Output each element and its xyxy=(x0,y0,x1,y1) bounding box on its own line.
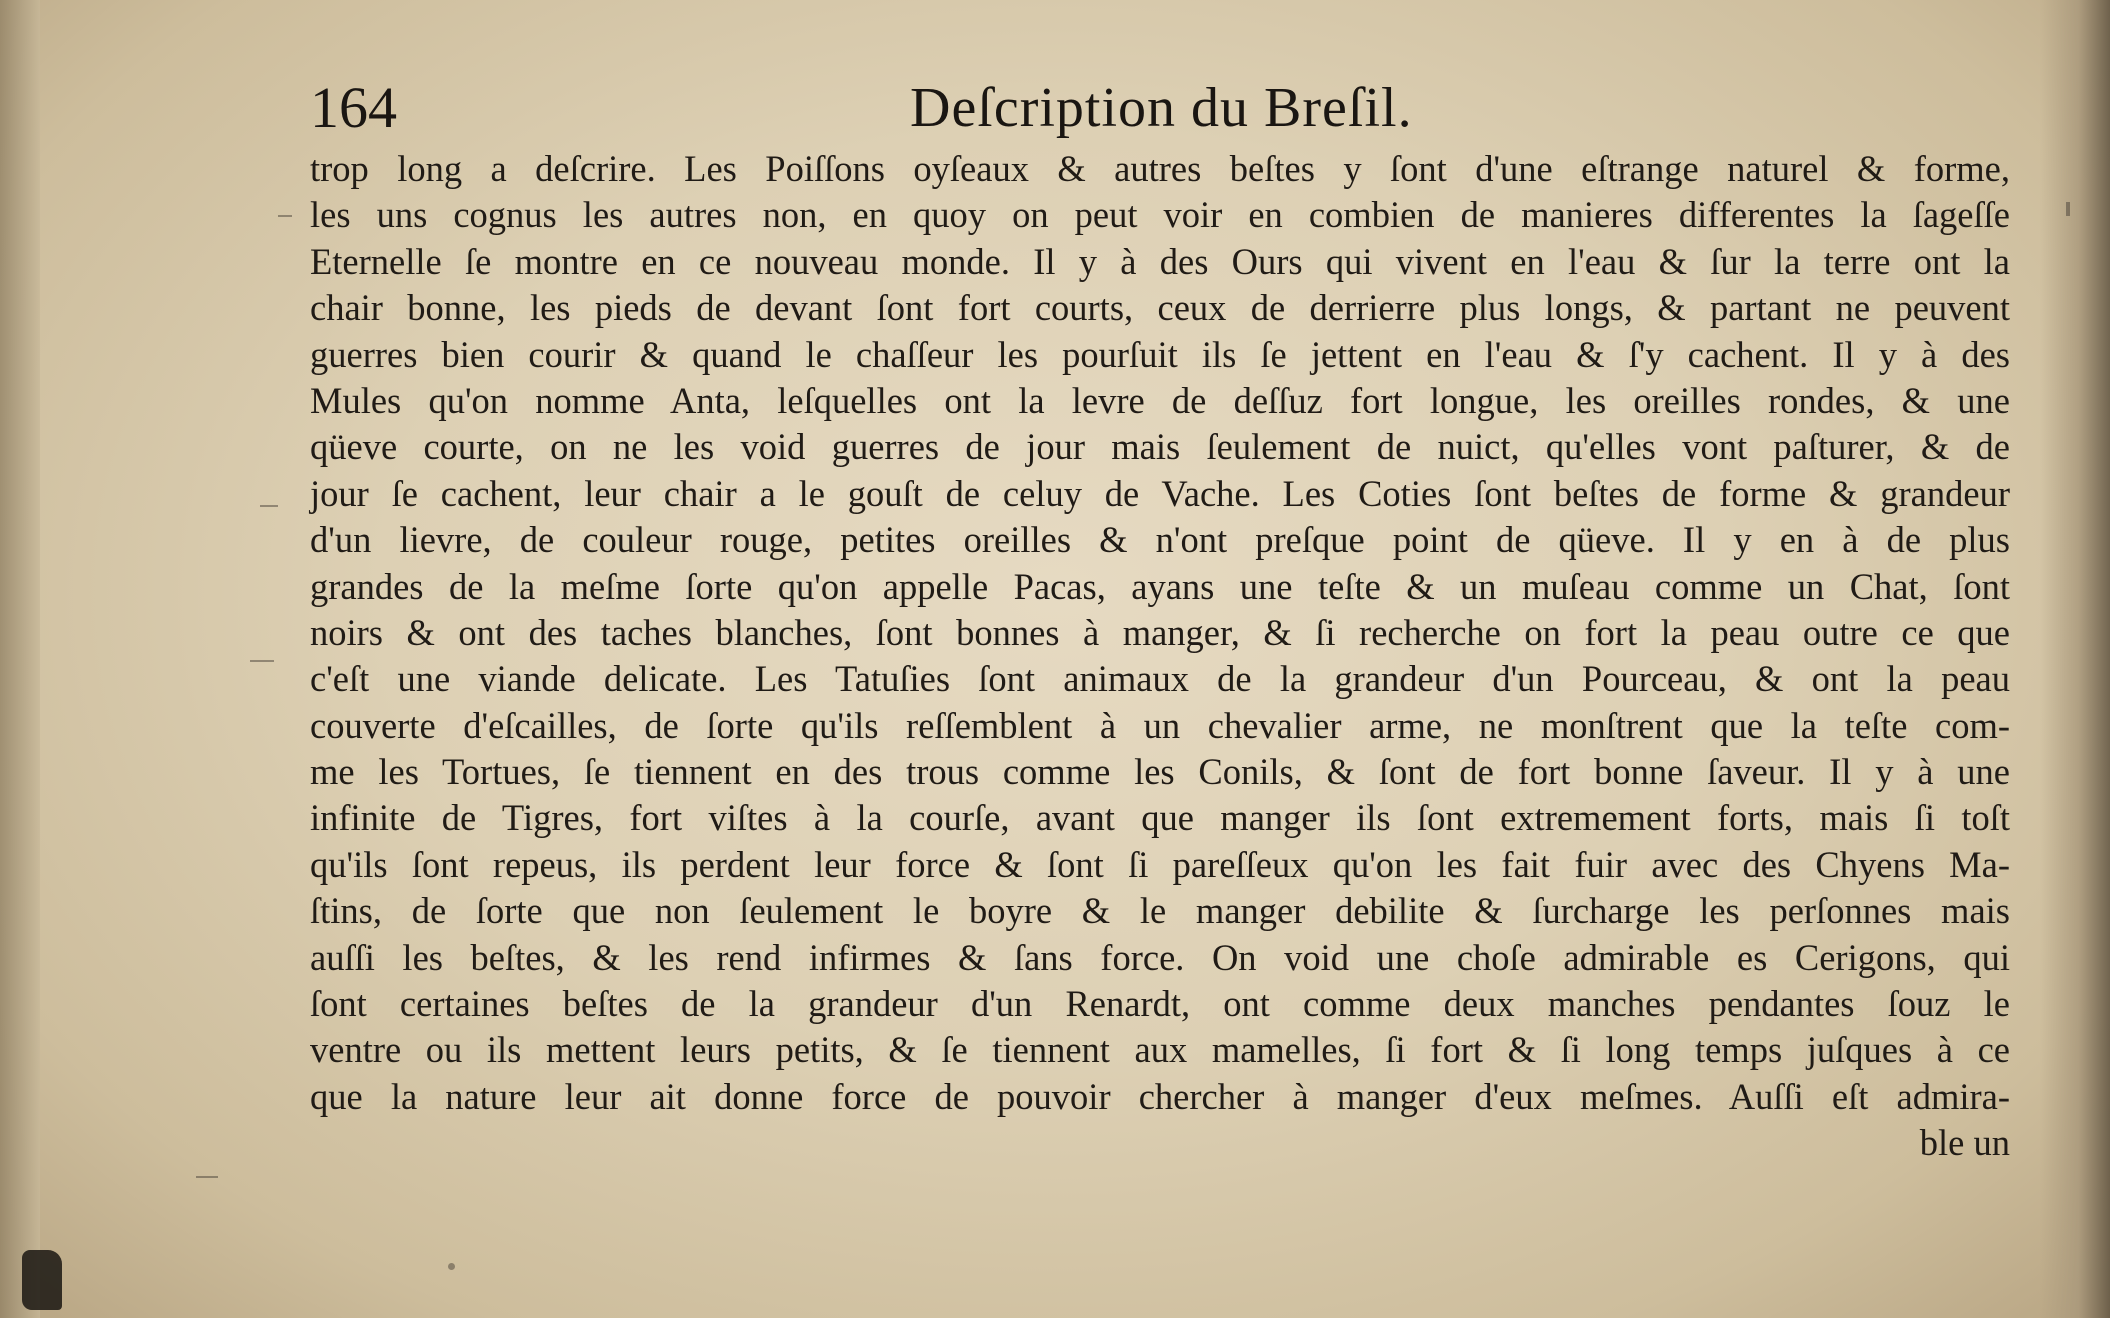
margin-mark xyxy=(2066,202,2070,216)
text-line: me les Tortues, ſe tiennent en des trous comme les Conils, & ſont de fort bonne ſaveur. Il y à une xyxy=(310,751,2010,793)
text-line: guerres bien courir & quand le chaſſeur les pourſuit ils ſe jettent en l'eau & ſ'y cachent. Il y à des xyxy=(310,333,2010,375)
text-line: ſont certaines beſtes de la grandeur d'un Renardt, ont comme deux manches pendantes ſouz le xyxy=(310,983,2010,1025)
margin-mark xyxy=(250,660,274,662)
text-line: c'eſt une viande delicate. Les Tatuſies ſont animaux de la grandeur d'un Pourceau, & ont la peau xyxy=(310,658,2010,700)
text-line: infinite de Tigres, fort viſtes à la courſe, avant que manger ils ſont extremement forts, mais ſi toſt xyxy=(310,797,2010,839)
page-left-edge-shadow xyxy=(0,0,40,1318)
page-header xyxy=(310,68,2010,148)
text-line: d'un lievre, de couleur rouge, petites oreilles & n'ont preſque point de qüeve. Il y en à de plus xyxy=(310,519,2010,561)
text-line: Mules qu'on nomme Anta, leſquelles ont la levre de deſſuz fort longue, les oreilles rondes, & une xyxy=(310,379,2010,421)
text-line: que la nature leur ait donne force de pouvoir chercher à manger d'eux meſmes. Auſſi eſt admira- xyxy=(310,1075,2010,1117)
running-title: Deſcription du Breſil. xyxy=(910,77,1413,139)
text-line: chair bonne, les pieds de devant ſont fort courts, ceux de derrierre plus longs, & partant ne peuvent xyxy=(310,287,2010,329)
page-right-edge-shadow xyxy=(2040,0,2110,1318)
margin-mark xyxy=(260,505,278,507)
margin-mark xyxy=(278,215,292,217)
text-line: noirs & ont des taches blanches, ſont bonnes à manger, & ſi recherche on fort la peau outre ce que xyxy=(310,611,2010,653)
margin-mark xyxy=(196,1176,218,1178)
ink-blot xyxy=(22,1250,62,1310)
margin-mark xyxy=(448,1263,455,1270)
text-line: les uns cognus les autres non, en quoy on peut voir en combien de manieres differentes la ſageſſe xyxy=(310,194,2010,236)
text-line: qu'ils ſont repeus, ils perdent leur force & ſont ſi pareſſeux qu'on les fait fuir avec des Chyens Ma- xyxy=(310,843,2010,885)
text-line: jour ſe cachent, leur chair a le gouſt de celuy de Vache. Les Coties ſont beſtes de forme & grandeur xyxy=(310,472,2010,514)
text-line: ventre ou ils mettent leurs petits, & ſe tiennent aux mamelles, ſi fort & ſi long temps juſques à ce xyxy=(310,1029,2010,1071)
text-line: auſſi les beſtes, & les rend infirmes & ſans force. On void une choſe admirable es Cerigons, qui xyxy=(310,936,2010,978)
text-line: grandes de la meſme ſorte qu'on appelle Pacas, ayans une teſte & un muſeau comme un Chat, ſont xyxy=(310,565,2010,607)
body-text xyxy=(310,146,2010,1167)
text-line: trop long a deſcrire. Les Poiſſons oyſeaux & autres beſtes y ſont d'une eſtrange naturel & forme, xyxy=(310,148,2010,189)
page-number: 164 xyxy=(310,75,397,140)
text-line: Eternelle ſe montre en ce nouveau monde. Il y à des Ours qui vivent en l'eau & ſur la terre ont la xyxy=(310,240,2010,282)
text-line: ſtins, de ſorte que non ſeulement le boyre & le manger debilite & ſurcharge les perſonnes mais xyxy=(310,890,2010,932)
text-line: couverte d'eſcailles, de ſorte qu'ils reſſemblent à un chevalier arme, ne monſtrent que la teſte com- xyxy=(310,704,2010,746)
catchword: ble un xyxy=(1919,1122,2010,1164)
text-line: qüeve courte, on ne les void guerres de jour mais ſeulement de nuict, qu'elles vont paſturer, & de xyxy=(310,426,2010,468)
